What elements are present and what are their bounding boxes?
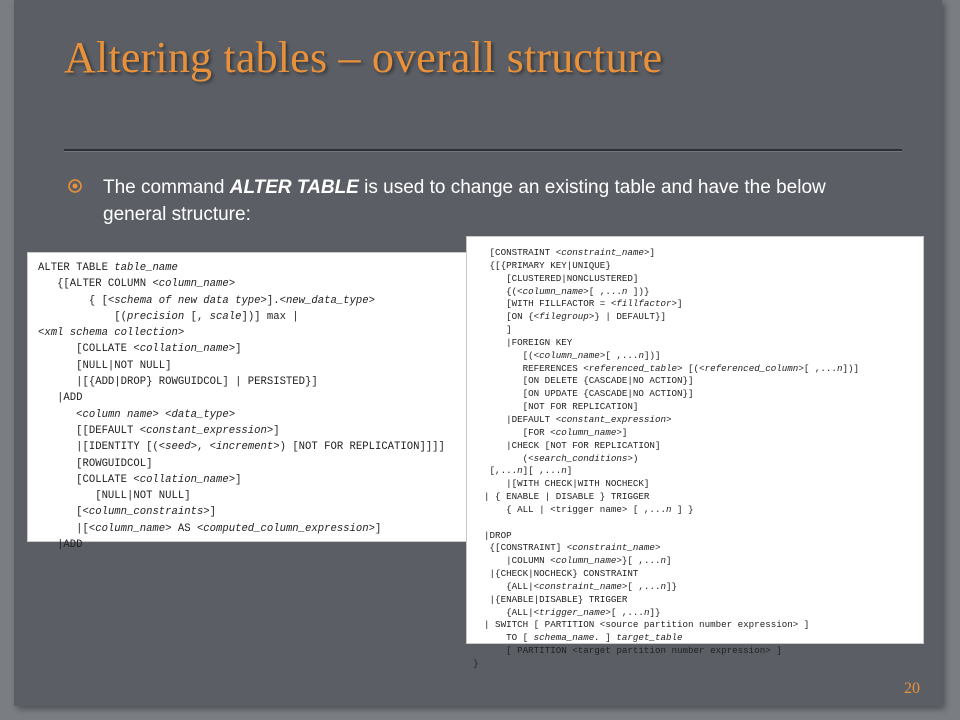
code-line: (<search_conditions>) (473, 452, 639, 464)
code-line: [NOT FOR REPLICATION] (473, 401, 639, 413)
code-line: | { ENABLE | DISABLE } TRIGGER (473, 491, 650, 503)
alter-table-syntax-right (466, 236, 924, 669)
code-line: {ALL|<trigger_name>[ ,...n]} (473, 606, 661, 618)
code-line: [FOR <column_name>] (473, 426, 628, 438)
code-line: {[CONSTRAINT] <constraint_name> (473, 542, 661, 554)
code-line: [<column_constraints>] (38, 506, 217, 519)
code-line: ] (473, 324, 512, 336)
code-line: |ADD (38, 539, 83, 552)
code-line: [COLLATE <collation_name>] (38, 473, 242, 486)
code-line: {[ALTER COLUMN <column_name> (38, 278, 236, 291)
code-line: |[{ADD|DROP} ROWGUIDCOL] | PERSISTED}] (38, 376, 318, 389)
code-line: ALTER TABLE table_name (38, 262, 178, 274)
code-line: REFERENCES <referenced_table> [(<referenced_column>[ ,...n])] (473, 362, 859, 374)
code-line: [ON DELETE {CASCADE|NO ACTION}] (473, 375, 694, 387)
code-line: [(precision [, scale])] max | (38, 310, 299, 323)
code-line (473, 517, 923, 530)
code-line: { ALL | <trigger name> [ ,...n ] } (473, 503, 694, 515)
bullet-command: ALTER TABLE (229, 177, 359, 198)
code-line: [[DEFAULT <constant_expression>] (38, 424, 280, 437)
code-line: [CONSTRAINT <constraint_name>] (473, 247, 655, 258)
code-line: [ON UPDATE {CASCADE|NO ACTION}] (473, 388, 694, 400)
code-line: [NULL|NOT NULL] (38, 359, 172, 372)
circle-bullet-icon (68, 179, 82, 193)
code-line: {ALL|<constraint_name>[ ,...n]} (473, 580, 678, 592)
code-line: <column name> <data_type> (76, 408, 236, 421)
code-line: |CHECK [NOT FOR REPLICATION] (473, 439, 661, 451)
code-line: |ADD (38, 392, 83, 405)
code-line: |[<column_name> AS <computed_column_expression>] (38, 522, 382, 535)
code-line: | SWITCH [ PARTITION <source partition number expression> ] (473, 619, 810, 631)
bullet-text (68, 174, 868, 228)
code-line: |{ENABLE|DISABLE} TRIGGER (473, 593, 628, 605)
alter-table-syntax-left (27, 252, 497, 552)
bullet-suffix: is used to change an existing table and have the below general structure: (103, 177, 826, 225)
code-line: |[IDENTITY [(<seed>, <increment>) [NOT FOR REPLICATION]]]] (38, 441, 445, 454)
code-line: |[WITH CHECK|WITH NOCHECK] (473, 478, 650, 490)
code-line: [COLLATE <collation_name>] (38, 343, 242, 356)
code-line: |DROP (473, 529, 512, 541)
code-line: [ PARTITION <target partition number expression> ] (473, 645, 782, 657)
code-line: [WITH FILLFACTOR = <fillfactor>] (473, 298, 683, 310)
bullet-point (68, 174, 868, 228)
code-line: [,...n][ ,...n] (473, 465, 573, 477)
code-line: [ROWGUIDCOL] (38, 457, 153, 470)
code-line: |DEFAULT <constant_expression> (473, 413, 672, 425)
code-line: {[{PRIMARY KEY|UNIQUE} (473, 259, 611, 271)
code-line: {(<column_name>[ ,...n ])} (473, 285, 650, 297)
code-line: [NULL|NOT NULL] (38, 490, 191, 503)
code-line: } (473, 658, 479, 669)
code-line: |{CHECK|NOCHECK} CONSTRAINT (473, 568, 639, 580)
title-divider (64, 149, 902, 152)
slide-title: Altering tables – overall structure (64, 33, 663, 82)
page-number: 20 (904, 680, 920, 697)
code-line: |FOREIGN KEY (473, 336, 573, 348)
code-line: |COLUMN <column_name>}[ ,...n] (473, 555, 672, 567)
code-line: <xml schema collection> (38, 327, 185, 340)
bullet-prefix: The command (103, 177, 230, 198)
code-line: [CLUSTERED|NONCLUSTERED] (473, 272, 639, 284)
code-line: { [<schema of new data type>].<new_data_type> (38, 294, 375, 307)
code-line: TO [ schema_name. ] target_table (473, 632, 683, 644)
code-line: [ON {<filegroup>} | DEFAULT}] (473, 311, 666, 323)
code-line: [(<column_name>[ ,...n])] (473, 349, 661, 361)
